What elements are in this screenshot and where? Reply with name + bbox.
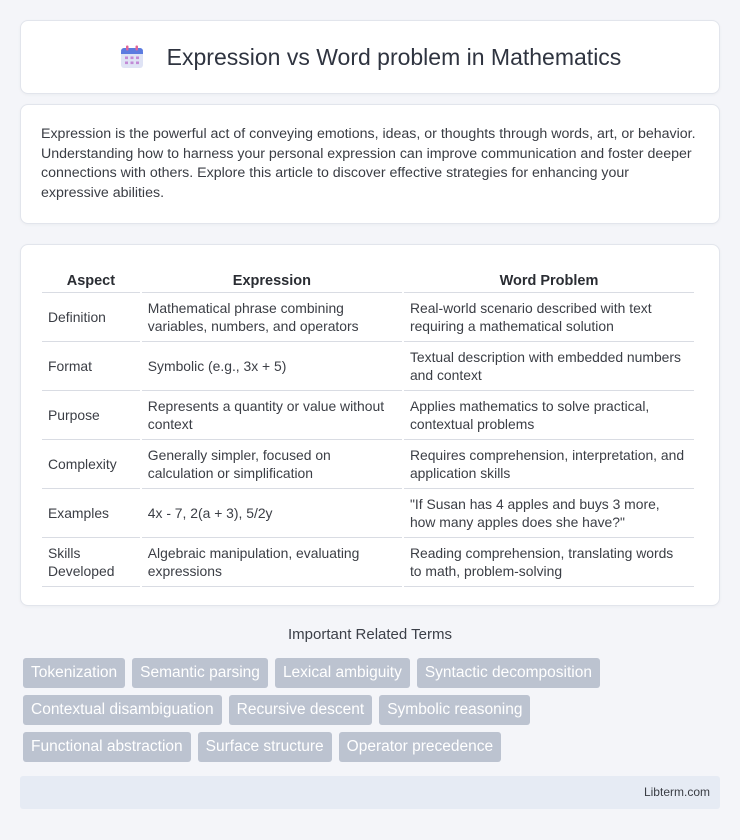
row-aspect: Purpose xyxy=(42,391,140,440)
tag-row xyxy=(23,732,723,762)
row-word-problem: Requires comprehension, interpretation, and application skills xyxy=(404,440,694,489)
related-terms-tags xyxy=(23,658,723,769)
row-word-problem: Textual description with embedded numbers and context xyxy=(404,342,694,391)
related-terms-title: Important Related Terms xyxy=(288,626,452,643)
tag-functional-abstraction[interactable]: Functional abstraction xyxy=(23,732,191,762)
header-aspect: Aspect xyxy=(42,265,140,293)
tag-surface-structure[interactable]: Surface structure xyxy=(198,732,332,762)
table-row xyxy=(42,489,694,538)
tag-semantic-parsing[interactable]: Semantic parsing xyxy=(132,658,268,688)
tag-lexical-ambiguity[interactable]: Lexical ambiguity xyxy=(275,658,410,688)
row-word-problem: Applies mathematics to solve practical, contextual problems xyxy=(404,391,694,440)
table-row xyxy=(42,293,694,342)
row-expression: Algebraic manipulation, evaluating expressions xyxy=(142,538,402,587)
title-card xyxy=(20,20,720,94)
footer xyxy=(20,776,720,809)
row-word-problem: Reading comprehension, translating words to math, problem-solving xyxy=(404,538,694,587)
header-expression: Expression xyxy=(142,265,402,293)
intro-card xyxy=(20,104,720,224)
tag-row xyxy=(23,658,723,688)
row-aspect: Skills Developed xyxy=(42,538,140,587)
tag-row xyxy=(23,695,723,725)
table-row xyxy=(42,342,694,391)
row-aspect: Definition xyxy=(42,293,140,342)
calendar-icon xyxy=(119,44,145,70)
page-title: Expression vs Word problem in Mathematics xyxy=(166,43,622,70)
tag-recursive-descent[interactable]: Recursive descent xyxy=(229,695,373,725)
row-word-problem: "If Susan has 4 apples and buys 3 more, how many apples does she have?" xyxy=(404,489,694,538)
row-word-problem: Real-world scenario described with text requiring a mathematical solution xyxy=(404,293,694,342)
tag-operator-precedence[interactable]: Operator precedence xyxy=(339,732,501,762)
tag-syntactic-decomposition[interactable]: Syntactic decomposition xyxy=(417,658,600,688)
tag-contextual-disambiguation[interactable]: Contextual disambiguation xyxy=(23,695,222,725)
table-header-row xyxy=(42,265,694,293)
table-row xyxy=(42,538,694,587)
tag-symbolic-reasoning[interactable]: Symbolic reasoning xyxy=(379,695,530,725)
row-expression: Generally simpler, focused on calculation or simplification xyxy=(142,440,402,489)
row-expression: 4x - 7, 2(a + 3), 5/2y xyxy=(142,489,402,538)
comparison-table xyxy=(40,265,696,587)
row-expression: Mathematical phrase combining variables, numbers, and operators xyxy=(142,293,402,342)
row-expression: Symbolic (e.g., 3x + 5) xyxy=(142,342,402,391)
footer-link[interactable]: Libterm.com xyxy=(643,785,710,799)
row-expression: Represents a quantity or value without context xyxy=(142,391,402,440)
header-word-problem: Word Problem xyxy=(404,265,694,293)
row-aspect: Complexity xyxy=(42,440,140,489)
comparison-card xyxy=(20,244,720,606)
table-row xyxy=(42,440,694,489)
table-row xyxy=(42,391,694,440)
row-aspect: Format xyxy=(42,342,140,391)
intro-text: Expression is the powerful act of conveying emotions, ideas, or thoughts through words, art, or behavior. Understanding how to harness your personal expression can improve communication and foster deeper connections with others. Explore this article to discover effective strategies for enhancing your expressive abilities. xyxy=(41,126,696,201)
row-aspect: Examples xyxy=(42,489,140,538)
tag-tokenization[interactable]: Tokenization xyxy=(23,658,125,688)
